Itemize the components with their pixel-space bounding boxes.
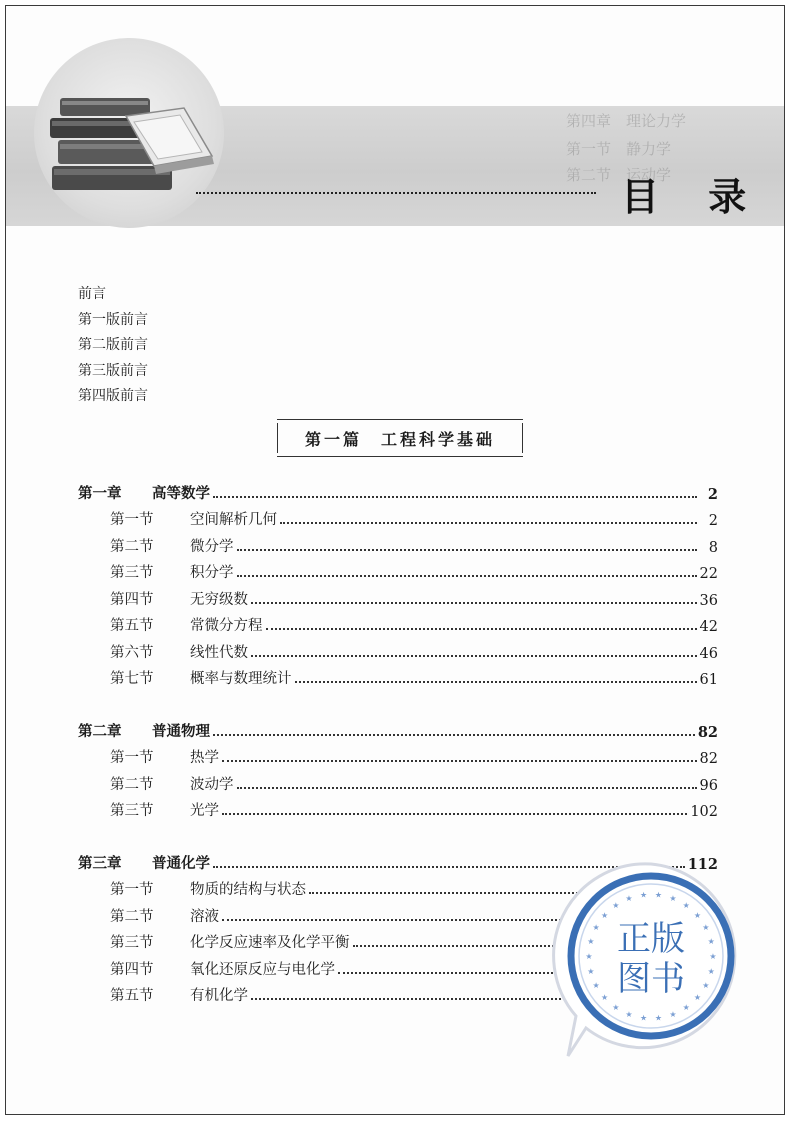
front-matter-item[interactable]: 第一版前言 xyxy=(78,311,148,328)
badge-star-icon: ★ xyxy=(592,923,600,933)
toc-title: 氧化还原反应与电化学 xyxy=(190,961,335,978)
toc-page-number: 2 xyxy=(707,485,718,503)
toc-title: 物质的结构与状态 xyxy=(190,882,306,898)
toc-number: 第一节 xyxy=(110,512,154,528)
toc-dot-leader xyxy=(280,522,697,524)
toc-title: 有机化学 xyxy=(190,988,248,1004)
toc-chapter-row[interactable] xyxy=(78,476,718,503)
toc-title: 线性代数 xyxy=(190,644,248,661)
toc-number: 第三章 xyxy=(78,854,122,872)
front-matter-item[interactable]: 第二版前言 xyxy=(78,337,148,353)
toc-dot-leader xyxy=(295,681,697,683)
badge-star-icon: ★ xyxy=(625,894,633,904)
toc-number: 第四节 xyxy=(110,591,154,608)
toc-number: 第三节 xyxy=(110,935,154,951)
toc-number: 第二节 xyxy=(110,538,154,555)
toc-title: 普通化学 xyxy=(152,854,210,872)
header-dotted-line xyxy=(196,192,596,194)
toc-title: 溶液 xyxy=(190,908,219,925)
toc-dot-leader xyxy=(237,549,698,551)
badge-star-icon: ★ xyxy=(693,910,701,920)
page-title: 目 录 xyxy=(621,175,765,219)
badge-star-icon: ★ xyxy=(587,937,595,947)
badge-star-icon: ★ xyxy=(612,1003,620,1013)
toc-number: 第二节 xyxy=(110,776,154,793)
badge-star-icon: ★ xyxy=(625,1009,633,1019)
toc-section-row[interactable] xyxy=(78,794,718,821)
toc-number: 第一节 xyxy=(110,882,154,898)
toc-section-row[interactable] xyxy=(78,503,718,530)
toc-section-row[interactable] xyxy=(78,582,718,609)
badge-star-icon: ★ xyxy=(702,923,710,933)
toc-page-number: 82 xyxy=(699,751,718,767)
toc-page-number: 2 xyxy=(708,513,718,529)
toc-number: 第三节 xyxy=(110,803,154,819)
toc-title: 热学 xyxy=(190,750,219,766)
header-ghost-text-1: 第四章 理论力学 xyxy=(566,112,687,130)
books-icon xyxy=(34,38,224,228)
toc-dot-leader xyxy=(213,496,697,498)
toc-page-number: 112 xyxy=(687,855,718,873)
toc-number: 第二章 xyxy=(78,722,122,740)
toc-title: 积分学 xyxy=(190,565,234,581)
books-illustration xyxy=(34,38,224,228)
toc-title: 高等数学 xyxy=(152,484,210,502)
badge-star-icon: ★ xyxy=(707,937,715,947)
front-matter-item[interactable]: 第四版前言 xyxy=(78,388,148,404)
toc-section-row[interactable] xyxy=(78,741,718,768)
badge-star-icon: ★ xyxy=(639,890,648,900)
badge-star-icon: ★ xyxy=(601,910,609,920)
badge-star-icon: ★ xyxy=(654,1013,663,1023)
badge-line-1: 正版 xyxy=(617,919,685,959)
toc-title: 化学反应速率及化学平衡 xyxy=(190,935,350,951)
toc-number: 第五节 xyxy=(110,618,154,634)
toc-number: 第一节 xyxy=(110,750,154,766)
badge-seal-icon xyxy=(546,856,756,1066)
toc-page-number: 82 xyxy=(697,723,718,741)
toc-dot-leader xyxy=(237,575,697,577)
toc-page-number: 42 xyxy=(699,619,718,635)
toc-title: 波动学 xyxy=(190,776,234,793)
header-ghost-text-3: 第二节 运动学 xyxy=(566,166,672,184)
toc-title: 微分学 xyxy=(190,538,234,555)
toc-dot-leader xyxy=(251,655,697,657)
toc-dot-leader xyxy=(237,787,697,789)
toc-title: 空间解析几何 xyxy=(190,512,277,528)
badge-star-icon: ★ xyxy=(601,993,609,1003)
toc-page-number: 96 xyxy=(699,777,718,794)
toc-page-number: 46 xyxy=(699,645,718,662)
toc-page-number: 102 xyxy=(690,804,718,820)
toc-number: 第六节 xyxy=(110,644,154,661)
header-ghost-text-2: 第一节 静力学 xyxy=(566,140,672,158)
badge-star-icon: ★ xyxy=(693,993,701,1003)
toc-number: 第二节 xyxy=(110,908,154,925)
toc-dot-leader xyxy=(266,628,697,630)
part-heading: 第一篇 工程科学基础 xyxy=(277,419,523,457)
toc-number: 第七节 xyxy=(110,671,154,687)
toc-number: 第四节 xyxy=(110,961,154,978)
toc-dot-leader xyxy=(222,813,687,815)
toc-section-row[interactable] xyxy=(78,662,718,689)
badge-star-icon: ★ xyxy=(682,1003,690,1013)
toc-title: 无穷级数 xyxy=(190,591,248,608)
toc-page xyxy=(5,5,785,1115)
toc-title: 普通物理 xyxy=(152,722,210,740)
badge-line-2: 图书 xyxy=(617,959,685,999)
front-matter-item[interactable]: 前言 xyxy=(78,286,106,302)
badge-star-icon: ★ xyxy=(585,952,593,961)
badge-star-icon: ★ xyxy=(669,1009,677,1019)
toc-dot-leader xyxy=(213,734,695,736)
toc-section-row[interactable] xyxy=(78,635,718,662)
front-matter-list xyxy=(78,282,148,410)
toc-page-number: 22 xyxy=(699,566,718,582)
badge-star-icon: ★ xyxy=(669,894,677,904)
front-matter-item[interactable]: 第三版前言 xyxy=(78,362,148,379)
badge-star-icon: ★ xyxy=(612,900,620,910)
badge-star-icon: ★ xyxy=(587,966,595,976)
toc-number: 第一章 xyxy=(78,484,122,502)
toc-section-row[interactable] xyxy=(78,767,718,794)
badge-star-icon: ★ xyxy=(639,1013,648,1023)
badge-star-icon: ★ xyxy=(682,900,690,910)
toc-title: 概率与数理统计 xyxy=(190,671,292,687)
toc-section-row[interactable] xyxy=(78,609,718,636)
toc-section-row[interactable] xyxy=(78,529,718,556)
toc-page-number: 8 xyxy=(708,539,718,556)
badge-star-icon: ★ xyxy=(592,980,600,990)
toc-dot-leader xyxy=(222,760,697,762)
toc-page-number: 36 xyxy=(699,592,718,609)
badge-star-icon: ★ xyxy=(709,952,717,961)
badge-star-icon: ★ xyxy=(707,966,715,976)
toc-chapter-row[interactable] xyxy=(78,714,718,741)
toc-dot-leader xyxy=(251,602,697,604)
toc-number: 第三节 xyxy=(110,565,154,581)
toc-section-row[interactable] xyxy=(78,556,718,583)
badge-star-icon: ★ xyxy=(654,890,663,900)
toc-title: 光学 xyxy=(190,803,219,819)
toc-number: 第五节 xyxy=(110,988,154,1004)
toc-title: 常微分方程 xyxy=(190,618,263,634)
badge-star-icon: ★ xyxy=(702,980,710,990)
toc-page-number: 61 xyxy=(699,672,718,688)
authentic-book-badge xyxy=(546,856,756,1066)
